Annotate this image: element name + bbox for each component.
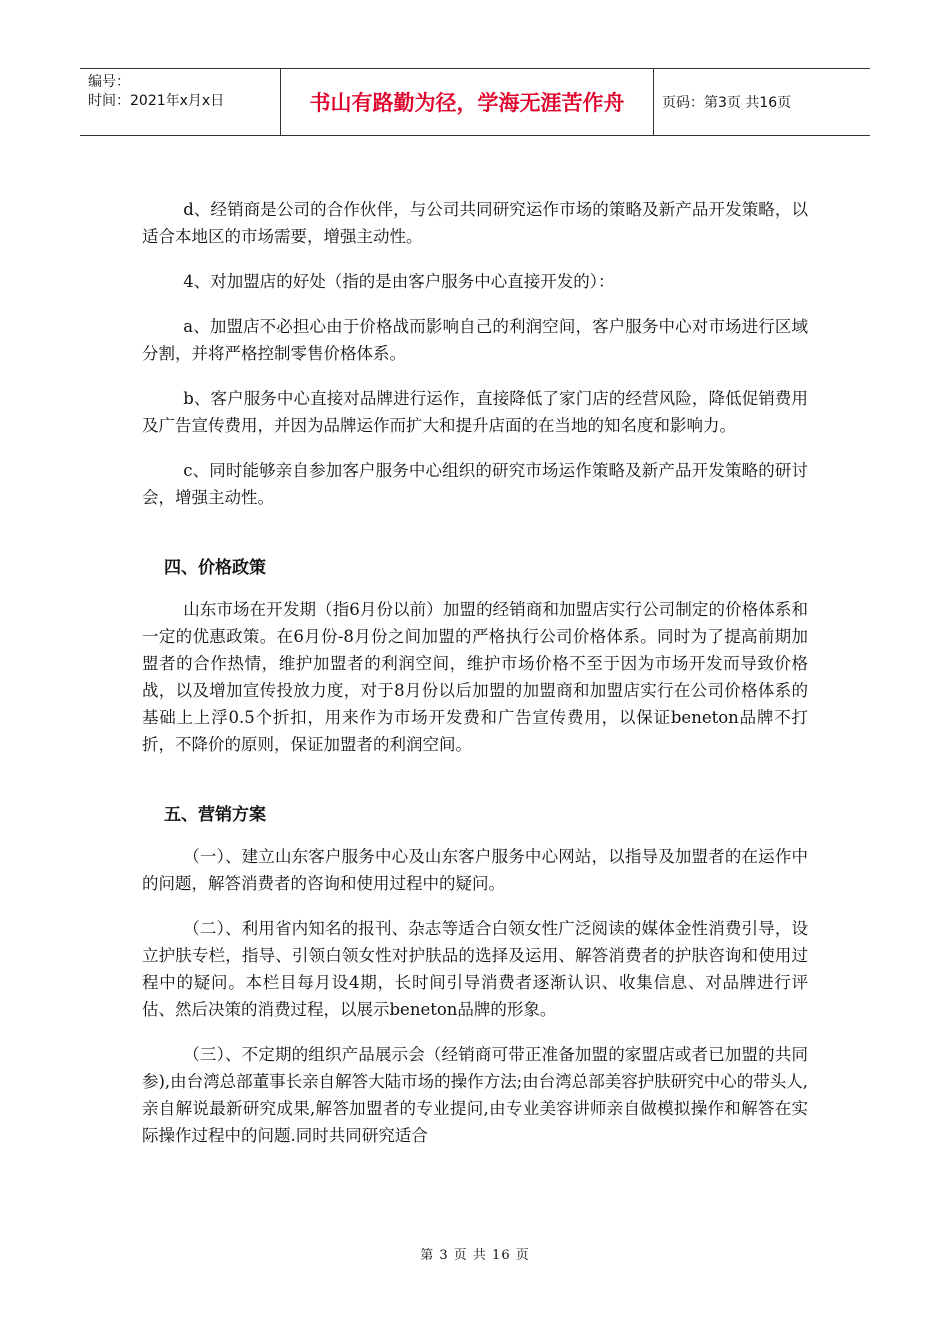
page-footer: 第 3 页 共 16 页	[420, 1248, 530, 1263]
document-body	[142, 178, 808, 1149]
paragraph: （二）、利用省内知名的报刊、杂志等适合白领女性广泛阅读的媒体金性消费引导，设立护肤专栏，指导、引领白领女性对护肤品的选择及运用、解答消费者的护肤咨询和使用过程中的疑问。本栏目每月设4期，长时间引导消费者逐渐认识、收集信息、对品牌进行评估、然后决策的消费过程，以展示beneton品牌的形象。	[142, 919, 808, 1019]
paragraph: 4、对加盟店的好处（指的是由客户服务中心直接开发的）：	[183, 272, 615, 291]
paragraph: （一）、建立山东客户服务中心及山东客户服务中心网站，以指导及加盟者的在运作中的问题，解答消费者的咨询和使用过程中的疑问。	[142, 847, 808, 893]
section-heading: 五、营销方案	[164, 805, 266, 825]
paragraph: （三）、不定期的组织产品展示会（经销商可带正准备加盟的家盟店或者已加盟的共同参),由台湾总部董事长亲自解答大陆市场的操作方法;由台湾总部美容护肤研究中心的带头人,亲自解说最新研究成果,解答加盟者的专业提问,由专业美容讲师亲自做模拟操作和解答在实际操作过程中的问题.同时共同研究适合	[142, 1045, 808, 1145]
paragraph: c、同时能够亲自参加客户服务中心组织的研究市场运作策略及新产品开发策略的研讨会，增强主动性。	[142, 461, 808, 507]
header-page-info: 页码：第3页 共16页	[662, 95, 792, 111]
document-time-label: 时间：2021年x月x日	[88, 93, 225, 109]
paragraph: a、加盟店不必担心由于价格战而影响自己的利润空间，客户服务中心对市场进行区域分割，并将严格控制零售价格体系。	[142, 317, 808, 363]
section-heading: 四、价格政策	[164, 558, 266, 578]
header-motto: 书山有路勤为径，学海无涯苦作舟	[280, 69, 654, 135]
paragraph: 山东市场在开发期（指6月份以前）加盟的经销商和加盟店实行公司制定的价格体系和一定的优惠政策。在6月份-8月份之间加盟的严格执行公司价格体系。同时为了提高前期加盟者的合作热情，维护加盟者的利润空间，维护市场价格不至于因为市场开发而导致价格战，以及增加宣传投放力度，对于8月份以后加盟的加盟商和加盟店实行在公司价格体系的基础上上浮0.5个折扣，用来作为市场开发费和广告宣传费用，以保证beneton品牌不打折，不降价的原则，保证加盟者的利润空间。	[142, 600, 808, 754]
page-header	[80, 68, 870, 136]
header-meta	[80, 69, 280, 135]
paragraph: b、客户服务中心直接对品牌进行运作，直接降低了家门店的经营风险，降低促销费用及广告宣传费用，并因为品牌运作而扩大和提升店面的在当地的知名度和影响力。	[142, 389, 808, 435]
document-number-label: 编号：	[88, 74, 130, 90]
paragraph: d、经销商是公司的合作伙伴，与公司共同研究运作市场的策略及新产品开发策略，以适合本地区的市场需要，增强主动性。	[142, 200, 808, 246]
